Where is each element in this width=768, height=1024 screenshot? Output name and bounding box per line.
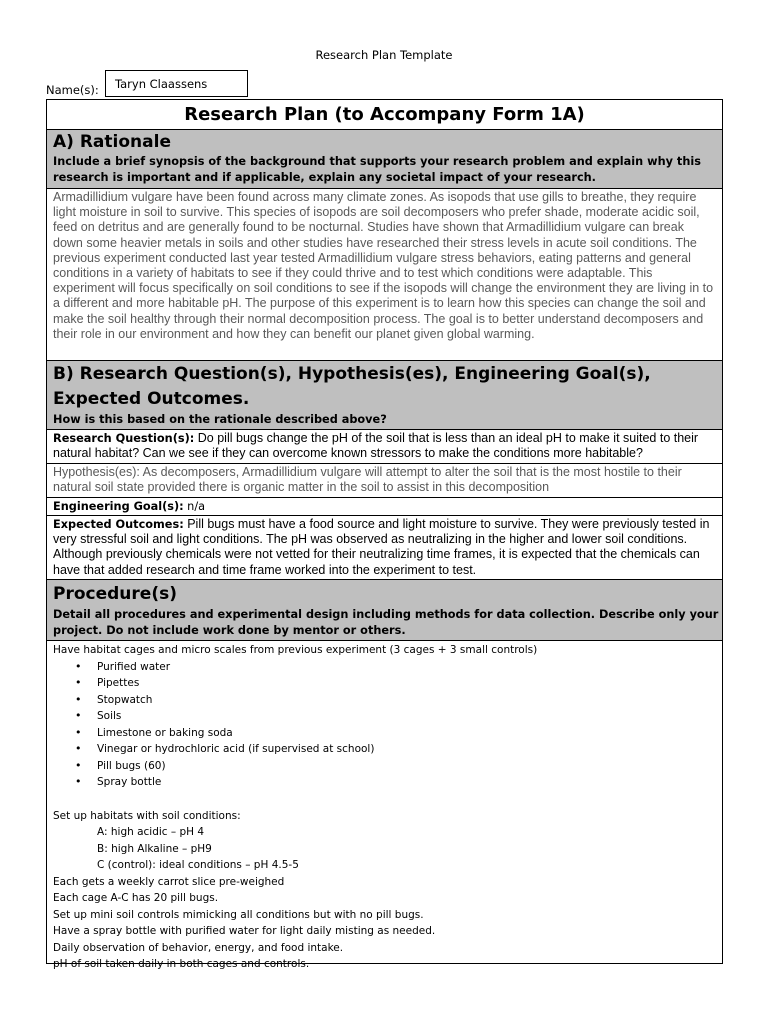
research-question-text: Do pill bugs change the pH of the soil that is less than an ideal pH to make it suited to their natural habitat? Can we see if they can overcome known stressors to make the conditions more habitable? — [53, 431, 699, 461]
hypothesis-label: Hypothesis(es): As decomposers, — [53, 465, 240, 479]
expected-outcomes-label: Expected Outcomes: — [53, 518, 184, 531]
procedure-step: Each cage A-C has 20 pill bugs. — [53, 892, 219, 904]
list-item: • Pill bugs (60) — [53, 758, 716, 775]
questions-instruction: How is this based on the rationale described above? — [53, 413, 387, 426]
procedure-step: Each gets a weekly carrot slice pre-weighed — [53, 875, 285, 888]
engineering-goal-label: Engineering Goal(s): — [53, 500, 184, 513]
list-item: • Limestone or baking soda — [53, 725, 716, 742]
template-title: Research Plan Template — [315, 48, 453, 62]
hypothesis-cell[interactable] — [47, 464, 722, 498]
questions-heading: B) Research Question(s), Hypothesis(es), Engineering Goal(s), Expected Outcomes. — [53, 364, 651, 409]
name-field[interactable]: Taryn Claassens — [105, 70, 248, 97]
procedure-instruction: Detail all procedures and experimental design including methods for data collection. Describe only your project. Do not include work done by mentor or others. — [53, 608, 719, 637]
condition-item: B: high Alkaline – pH9 — [97, 842, 212, 855]
rationale-body[interactable]: Armadillidium vulgare have been found across many climate zones. As isopods that use gills to breathe, they require light moisture in soil to survive. This species of isopods are soil decomposers who prefer shade, moderate acidic soil, feed on detritus and are generally found to be nocturnal. Studies have shown that Armadillidium vulgare can break down some heavier metals in soils and other studies have researched their stress levels in acute soil conditions. The previous experiment conducted last year tested Armadillidium vulgare stress behaviors, eating patterns and general conditions in a variety of habitats to see if they could thrive and to test which conditions were adaptable. This experiment will focus specifically on soil conditions to see if the isopods will change the environment they are living in to a different and more habitable pH. The purpose of this experiment is to learn how this species can change the soil and make the soil healthy through their normal decomposition process. The goal is to better understand decomposers and their role in our environment and how they can benefit our planet given global warming. — [47, 189, 722, 361]
condition-item: C (control): ideal conditions – pH 4.5-5 — [97, 859, 299, 871]
engineering-goal-cell[interactable] — [47, 498, 722, 516]
expected-outcomes-cell[interactable] — [47, 516, 722, 580]
research-plan-table — [46, 99, 723, 970]
condition-item: A: high acidic – pH 4 — [97, 826, 205, 838]
procedure-intro: Have habitat cages and micro scales from previous experiment (3 cages + 3 small controls) — [53, 644, 538, 656]
name-label: Name(s): — [46, 83, 99, 97]
engineering-goal-text: n/a — [187, 500, 206, 513]
procedure-step: pH of soil taken daily in both cages and controls. — [53, 958, 310, 970]
procedure-step: Have a spray bottle with purified water for light daily misting as needed. — [53, 925, 436, 937]
expected-outcomes-text: Pill bugs must have a food source and light moisture to survive. They were previously tested in very stressful soil and light conditions. The pH was observed as neutralizing in the higher and lower soil conditions. Although previously chemicals were not vetted for their neutralizing time frames, it is expected that the chemicals can have that added research and time frame worked into the experiment to test. — [53, 517, 710, 577]
plan-title: Research Plan (to Accompany Form 1A) — [47, 100, 722, 130]
procedure-step: Daily observation of behavior, energy, and food intake. — [53, 941, 344, 954]
procedure-header — [47, 580, 722, 641]
spacer — [53, 791, 716, 808]
materials-list — [53, 659, 716, 791]
list-item: • Soils — [53, 708, 716, 725]
research-question-cell[interactable] — [47, 430, 722, 464]
hypothesis-text: Armadillidium vulgare will attempt to alter the soil that is the most hostile to their natural soil state provided there is organic matter in the soil to assist in this decomposition — [53, 465, 682, 495]
rationale-instruction: Include a brief synopsis of the background that supports your research problem and explain why this research is important and if applicable, explain any societal impact of your research. — [53, 155, 701, 184]
research-question-label: Research Question(s): — [53, 432, 195, 445]
list-item: • Vinegar or hydrochloric acid (if supervised at school) — [53, 741, 716, 758]
questions-header — [47, 361, 722, 430]
list-item: • Purified water — [53, 659, 716, 676]
rationale-header — [47, 130, 722, 189]
setup-intro: Set up habitats with soil conditions: — [53, 809, 241, 822]
procedure-body[interactable] — [47, 641, 722, 970]
list-item: • Stopwatch — [53, 692, 716, 709]
list-item: • Pipettes — [53, 675, 716, 692]
rationale-heading: A) Rationale — [53, 132, 171, 152]
list-item: • Spray bottle — [53, 774, 716, 791]
procedure-step: Set up mini soil controls mimicking all conditions but with no pill bugs. — [53, 908, 424, 921]
procedure-heading: Procedure(s) — [53, 584, 177, 604]
